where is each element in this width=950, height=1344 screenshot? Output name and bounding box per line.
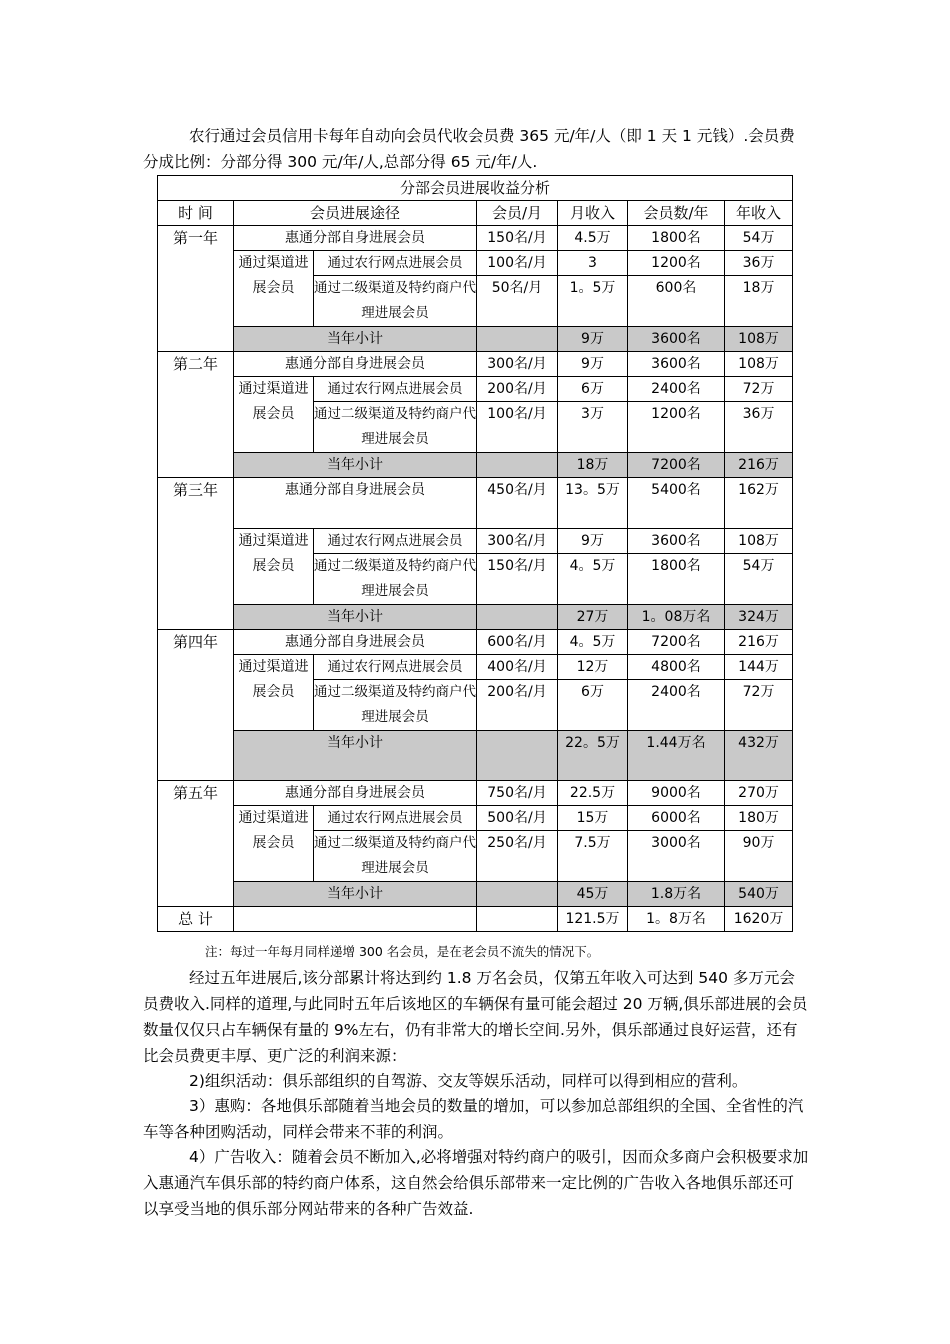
cell-monthly: 15万 <box>558 806 628 831</box>
cell-per-month: 100名/月 <box>477 251 558 276</box>
cell-per-month: 400名/月 <box>477 655 558 680</box>
channel-label: 通过渠道进展会员 <box>234 529 314 605</box>
subtotal-row <box>158 327 793 352</box>
subtotal-yearly-income: 324万 <box>725 605 793 630</box>
route-label: 通过农行网点进展会员 <box>314 377 477 402</box>
subtotal-row <box>158 731 793 781</box>
intro-text: 农行通过会员信用卡每年自动向会员代收会员费 365 元/年/人（即 1 天 1 元钱）.会员费分成比例：分部分得 300 元/年/人,总部分得 65 元/年/人. <box>143 127 795 171</box>
cell-yearly-members: 600名 <box>628 276 725 327</box>
year-label: 第五年 <box>158 781 234 907</box>
subtotal-yearly-members: 1.44万名 <box>628 731 725 781</box>
total-monthly: 121.5万 <box>558 907 628 932</box>
cell-per-month: 750名/月 <box>477 781 558 806</box>
total-label: 总 计 <box>158 907 234 932</box>
cell-empty <box>477 907 558 932</box>
subtotal-row <box>158 882 793 907</box>
route-label: 通过农行网点进展会员 <box>314 529 477 554</box>
table-body <box>158 226 793 932</box>
paragraph-advertising <box>143 1144 809 1222</box>
subtotal-monthly: 45万 <box>558 882 628 907</box>
table-title: 分部会员进展收益分析 <box>158 176 793 201</box>
subtotal-yearly-members: 1.8万名 <box>628 882 725 907</box>
cell-yearly-members: 4800名 <box>628 655 725 680</box>
route-label: 惠通分部自身进展会员 <box>234 781 477 806</box>
paragraph-group-buy-text: 3）惠购：各地俱乐部随着当地会员的数量的增加，可以参加总部组织的全国、全省性的汽车等各种团购活动，同样会带来不菲的利润。 <box>143 1097 804 1141</box>
cell-per-month: 300名/月 <box>477 352 558 377</box>
subtotal-yearly-income: 216万 <box>725 453 793 478</box>
subtotal-yearly-members: 3600名 <box>628 327 725 352</box>
cell-empty <box>477 605 558 630</box>
header-monthly-income: 月收入 <box>558 201 628 226</box>
paragraph-group-buy <box>143 1093 809 1145</box>
cell-yearly-members: 5400名 <box>628 478 725 529</box>
route-label: 通过二级渠道及特约商户代理进展会员 <box>314 831 477 882</box>
subtotal-label: 当年小计 <box>234 327 477 352</box>
cell-yearly-income: 108万 <box>725 529 793 554</box>
year-label: 第二年 <box>158 352 234 478</box>
cell-monthly: 4。5万 <box>558 630 628 655</box>
cell-yearly-income: 72万 <box>725 680 793 731</box>
subtotal-row <box>158 605 793 630</box>
paragraph-after-table-text: 经过五年进展后,该分部累计将达到约 1.8 万名会员，仅第五年收入可达到 540 多万元会员费收入.同样的道理,与此同时五年后该地区的车辆保有量可能会超过 20 万辆,俱乐部进展的会员数量仅仅只占车辆保有量的 9%左右，仍有非常大的增长空间.另外，俱乐部通过良好运营，还有比会员费更丰厚、更广泛的利润来源： <box>143 969 808 1065</box>
table-row <box>158 478 793 529</box>
subtotal-monthly: 18万 <box>558 453 628 478</box>
route-label: 通过农行网点进展会员 <box>314 806 477 831</box>
cell-yearly-members: 2400名 <box>628 680 725 731</box>
subtotal-yearly-members: 1。08万名 <box>628 605 725 630</box>
cell-monthly: 3 <box>558 251 628 276</box>
cell-per-month: 500名/月 <box>477 806 558 831</box>
paragraph-organization-text: 2)组织活动：俱乐部组织的自驾游、交友等娱乐活动，同样可以得到相应的营利。 <box>189 1072 748 1090</box>
header-yearly-members: 会员数/年 <box>628 201 725 226</box>
cell-per-month: 150名/月 <box>477 226 558 251</box>
subtotal-yearly-income: 540万 <box>725 882 793 907</box>
table-row <box>158 529 793 554</box>
cell-yearly-members: 1200名 <box>628 251 725 276</box>
cell-per-month: 300名/月 <box>477 529 558 554</box>
cell-yearly-income: 54万 <box>725 554 793 605</box>
cell-yearly-members: 2400名 <box>628 377 725 402</box>
route-label: 惠通分部自身进展会员 <box>234 630 477 655</box>
cell-monthly: 3万 <box>558 402 628 453</box>
total-yearly-members: 1。8万名 <box>628 907 725 932</box>
cell-empty <box>234 907 477 932</box>
cell-yearly-income: 216万 <box>725 630 793 655</box>
subtotal-label: 当年小计 <box>234 453 477 478</box>
cell-yearly-income: 54万 <box>725 226 793 251</box>
cell-yearly-members: 9000名 <box>628 781 725 806</box>
subtotal-yearly-income: 432万 <box>725 731 793 781</box>
cell-empty <box>477 731 558 781</box>
year-label: 第三年 <box>158 478 234 630</box>
cell-monthly: 13。5万 <box>558 478 628 529</box>
cell-monthly: 12万 <box>558 655 628 680</box>
route-label: 通过二级渠道及特约商户代理进展会员 <box>314 680 477 731</box>
cell-monthly: 7.5万 <box>558 831 628 882</box>
table-row <box>158 352 793 377</box>
channel-label: 通过渠道进展会员 <box>234 377 314 453</box>
cell-yearly-income: 36万 <box>725 251 793 276</box>
table-row <box>158 630 793 655</box>
cell-per-month: 150名/月 <box>477 554 558 605</box>
cell-yearly-members: 3000名 <box>628 831 725 882</box>
table-row <box>158 226 793 251</box>
cell-monthly: 4.5万 <box>558 226 628 251</box>
subtotal-row <box>158 453 793 478</box>
cell-empty <box>477 453 558 478</box>
route-label: 通过二级渠道及特约商户代理进展会员 <box>314 402 477 453</box>
route-label: 惠通分部自身进展会员 <box>234 352 477 377</box>
route-label: 惠通分部自身进展会员 <box>234 226 477 251</box>
cell-per-month: 450名/月 <box>477 478 558 529</box>
cell-yearly-members: 3600名 <box>628 529 725 554</box>
subtotal-yearly-members: 7200名 <box>628 453 725 478</box>
total-row <box>158 907 793 932</box>
table-row <box>158 251 793 276</box>
cell-yearly-members: 7200名 <box>628 630 725 655</box>
header-yearly-income: 年收入 <box>725 201 793 226</box>
cell-yearly-income: 36万 <box>725 402 793 453</box>
year-label: 第四年 <box>158 630 234 781</box>
cell-yearly-income: 90万 <box>725 831 793 882</box>
cell-monthly: 9万 <box>558 352 628 377</box>
table-row <box>158 655 793 680</box>
route-label: 惠通分部自身进展会员 <box>234 478 477 529</box>
subtotal-monthly: 22。5万 <box>558 731 628 781</box>
header-per-month: 会员/月 <box>477 201 558 226</box>
cell-monthly: 6万 <box>558 680 628 731</box>
cell-yearly-members: 1800名 <box>628 226 725 251</box>
cell-yearly-income: 18万 <box>725 276 793 327</box>
subtotal-monthly: 27万 <box>558 605 628 630</box>
cell-yearly-income: 72万 <box>725 377 793 402</box>
table-row <box>158 806 793 831</box>
cell-per-month: 100名/月 <box>477 402 558 453</box>
paragraph-advertising-text: 4）广告收入：随着会员不断加入,必将增强对特约商户的吸引，因而众多商户会积极要求加入惠通汽车俱乐部的特约商户体系，这自然会给俱乐部带来一定比例的广告收入各地俱乐部还可以享受当地的俱乐部分网站带来的各种广告效益. <box>143 1148 809 1218</box>
subtotal-label: 当年小计 <box>234 605 477 630</box>
year-label: 第一年 <box>158 226 234 352</box>
cell-monthly: 1。5万 <box>558 276 628 327</box>
table-row <box>158 377 793 402</box>
cell-monthly: 6万 <box>558 377 628 402</box>
cell-per-month: 600名/月 <box>477 630 558 655</box>
route-label: 通过农行网点进展会员 <box>314 251 477 276</box>
total-yearly-income: 1620万 <box>725 907 793 932</box>
cell-monthly: 22.5万 <box>558 781 628 806</box>
route-label: 通过二级渠道及特约商户代理进展会员 <box>314 276 477 327</box>
paragraph-after-table <box>143 965 809 1069</box>
table-row <box>158 781 793 806</box>
cell-yearly-income: 180万 <box>725 806 793 831</box>
cell-per-month: 50名/月 <box>477 276 558 327</box>
paragraph-organization <box>143 1068 809 1094</box>
intro-paragraph <box>143 123 809 175</box>
subtotal-yearly-income: 108万 <box>725 327 793 352</box>
cell-yearly-income: 144万 <box>725 655 793 680</box>
member-income-table <box>157 175 793 932</box>
cell-monthly: 4。5万 <box>558 554 628 605</box>
cell-yearly-members: 3600名 <box>628 352 725 377</box>
cell-yearly-members: 6000名 <box>628 806 725 831</box>
channel-label: 通过渠道进展会员 <box>234 655 314 731</box>
cell-empty <box>477 327 558 352</box>
header-time: 时 间 <box>158 201 234 226</box>
cell-per-month: 200名/月 <box>477 377 558 402</box>
cell-yearly-income: 108万 <box>725 352 793 377</box>
cell-per-month: 250名/月 <box>477 831 558 882</box>
cell-yearly-income: 162万 <box>725 478 793 529</box>
subtotal-label: 当年小计 <box>234 731 477 781</box>
header-route: 会员进展途径 <box>234 201 477 226</box>
route-label: 通过二级渠道及特约商户代理进展会员 <box>314 554 477 605</box>
channel-label: 通过渠道进展会员 <box>234 806 314 882</box>
cell-yearly-members: 1800名 <box>628 554 725 605</box>
cell-empty <box>477 882 558 907</box>
subtotal-monthly: 9万 <box>558 327 628 352</box>
cell-yearly-members: 1200名 <box>628 402 725 453</box>
cell-yearly-income: 270万 <box>725 781 793 806</box>
table-note: 注：每过一年每月同样递增 300 名会员，是在老会员不流失的情况下。 <box>205 944 600 959</box>
channel-label: 通过渠道进展会员 <box>234 251 314 327</box>
cell-per-month: 200名/月 <box>477 680 558 731</box>
route-label: 通过农行网点进展会员 <box>314 655 477 680</box>
subtotal-label: 当年小计 <box>234 882 477 907</box>
cell-monthly: 9万 <box>558 529 628 554</box>
